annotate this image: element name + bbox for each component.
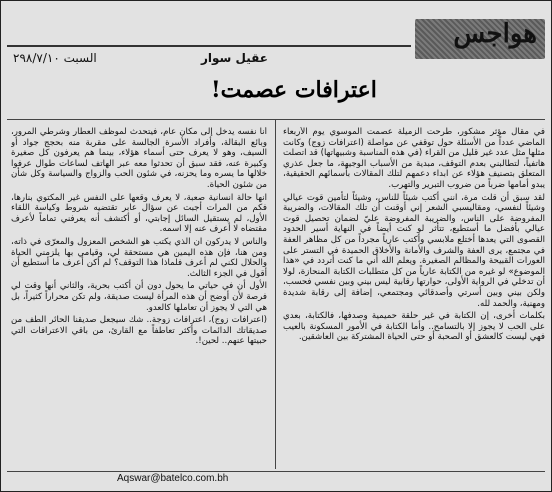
author-email: Aqswar@batelco.com.bh: [117, 473, 229, 484]
column-header: [1, 1, 551, 69]
article-headline: اعترافات عصمت!: [211, 77, 377, 103]
paragraph: في مقال مؤثر مشكور، طرحت الزميلة عصمت الموسوي يوم الأربعاء الماضي عدداً من الأسئلة حول توقفي عن مواصلة (اعترافات زوج) وكانت مثلها مثل عدد غير قليل من القراء (في هذه المناسبة وشبيهاتها) قد اتصلت هاتفياً، لتطالبني بعدم التوقف، مبدية من الأسباب الوجيهة، ما جعل عذري المتعلق بتصنيف هؤلاء عن ابداء دعمهم لتلك المقالات بأسمائهم الحقيقية، يبدو أمامها ضرباً من ضروب التبرير والتهرب.: [283, 127, 545, 190]
header-rule: [7, 45, 411, 47]
section-title: هواجس: [453, 19, 537, 49]
author-name: عقيل سوار: [201, 51, 268, 65]
article-column-left: [11, 127, 267, 467]
headline-separator: [7, 119, 545, 120]
paragraph: (اعترافات زوج)، اعترافات زوجة.. شك سيجعل صديقنا الحائر الطف من صديقاتك الدائمات وأكثر تعاطفاً مع القارئ، من باقي الاعترافات التي حبيتها عنهم.. لحين!.: [11, 315, 267, 347]
paragraph: انها حالة انسانية صعبة، لا يعرف وقعها على النفس غير المكتوي بنارها، فكم من المرات أجبت عن سؤال عابر تقتضيه شروط وكياسة اللقاء الأول، لم يستقيل السائل إجابتي، أو أكتشف أنه يعرفني تماماً لأعرف مقتضاه لا أعرف عنه إلا اسمه.: [11, 192, 267, 235]
paragraph: أنا نفسه يدخل إلى مكان عام، فيتحدث لموظف العطار وشرطي المرور، وبائع البقالة، وأفراد الأسرة الجالسة على مقربة منه بحجج جواد أو السيف، وهو لا يعرف حتى أسماء هؤلاء، بينما هم يعرفون كل صغيرة وكبيرة عنه، فقد سبق أن تحدثوا معه عبر الهاتف لساعات طوال عرفوا خلالها ما يسره وما يحزنه، في شئون الحب والزواج والسياسة وكل شأن من شئون الحياة.: [11, 127, 267, 190]
article-column-right: [283, 127, 545, 467]
paragraph: الأول أن في حياتي ما يحول دون أن أكتب بحرية، والثاني أنها وقت لي فرصة لأن أوضح أن هذه المرأة ليست صديقة، ولم تكن محراراً كثيراً، بل هي التي لا يجوز أن تعاملها كالعدو.: [11, 281, 267, 313]
paragraph: بكلمات أخرى، إن الكتابة في غير حلقة حميمية وصدفها، فالكتابة، بعدي على الحب لا يجوز إلا بالتسامح.. وأما الكتابة في الأمور المسكونة بالعيب فهي ليست كالعشق أو الصحبة أو حتى الحياة المشتركة بين العاشقين.: [283, 311, 545, 343]
date-line: السبت ٢٩٨/٧/١٠: [13, 51, 97, 65]
paragraph: والناس لا يدركون ان الذي يكتب هو الشخص المعزول والمعرّى في ذاته، ومن هنا، فإن هذه اليمين هي مستحقة لي، وقيامي بها يلزمني الحياة والحلال لكني لم أعرف فلماذا هذا التوقف؟ لم أكن أعرف ما أستطيع أن أقول في الجزء الثالث.: [11, 236, 267, 279]
paragraph: لقد سبق أن قلت مرة، انني أكتب شيئاً للناس، وشيئاً لتأمين قوت عيالي وشيئاً لنفسي، ومقاليسبي الشعر إني أوقنت أن تلك المقالات، والضريبة المفروضة على الناس، والضريبة المفروضة عليّ لضمان تحصيل قوت عيالي بأفضل ما أستطيع، تتأثر لو كنت أيضاً في النهاية أسير الحدود القصوى التي يعدها أختلع ملابسي وأكتب عارياً مجرداً من كل مظاهر العفة في مجتمع، يرى العفة والشرف والأمانة والأخلاق الحميدة في التستر على العورات القبيحة والمظالم الصغيرة. ويعلم الله أني ما كنت أتردد في «هذا الموضوع» لو غيره من الكتابة عارياً من كل متطلبات الكتابة المنحازة، لولا أن تدخلي في الرواية الأولى، حوارتها رقابية ليس بيني وبين نفسي فحسب، ولكن بيني وبين أسرتي وأصدقائي ومجتمعي، إضافة إلى رقابة شديدة ومهنية، والحمد لله.: [283, 192, 545, 309]
column-divider: [275, 119, 276, 469]
footer-rule: [7, 471, 545, 472]
